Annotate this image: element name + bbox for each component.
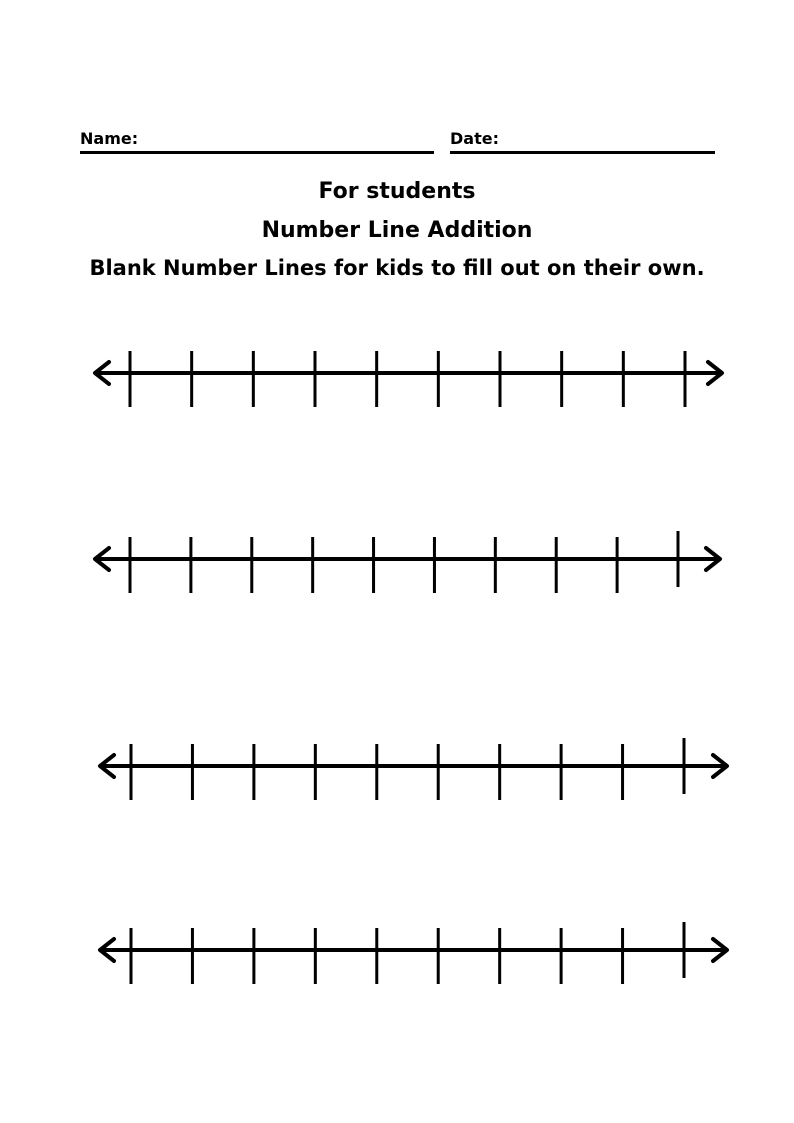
name-label: Name: (80, 129, 139, 148)
subtitle-for-students: For students (318, 179, 476, 204)
worksheet-title: Number Line Addition (261, 218, 533, 243)
date-label: Date: (450, 129, 499, 148)
number-line-1 (95, 351, 722, 407)
number-line-3 (100, 738, 727, 800)
number-line-2 (95, 531, 720, 593)
number-line-4 (100, 922, 727, 984)
worksheet-instructions: Blank Number Lines for kids to fill out on their own. (89, 256, 705, 280)
